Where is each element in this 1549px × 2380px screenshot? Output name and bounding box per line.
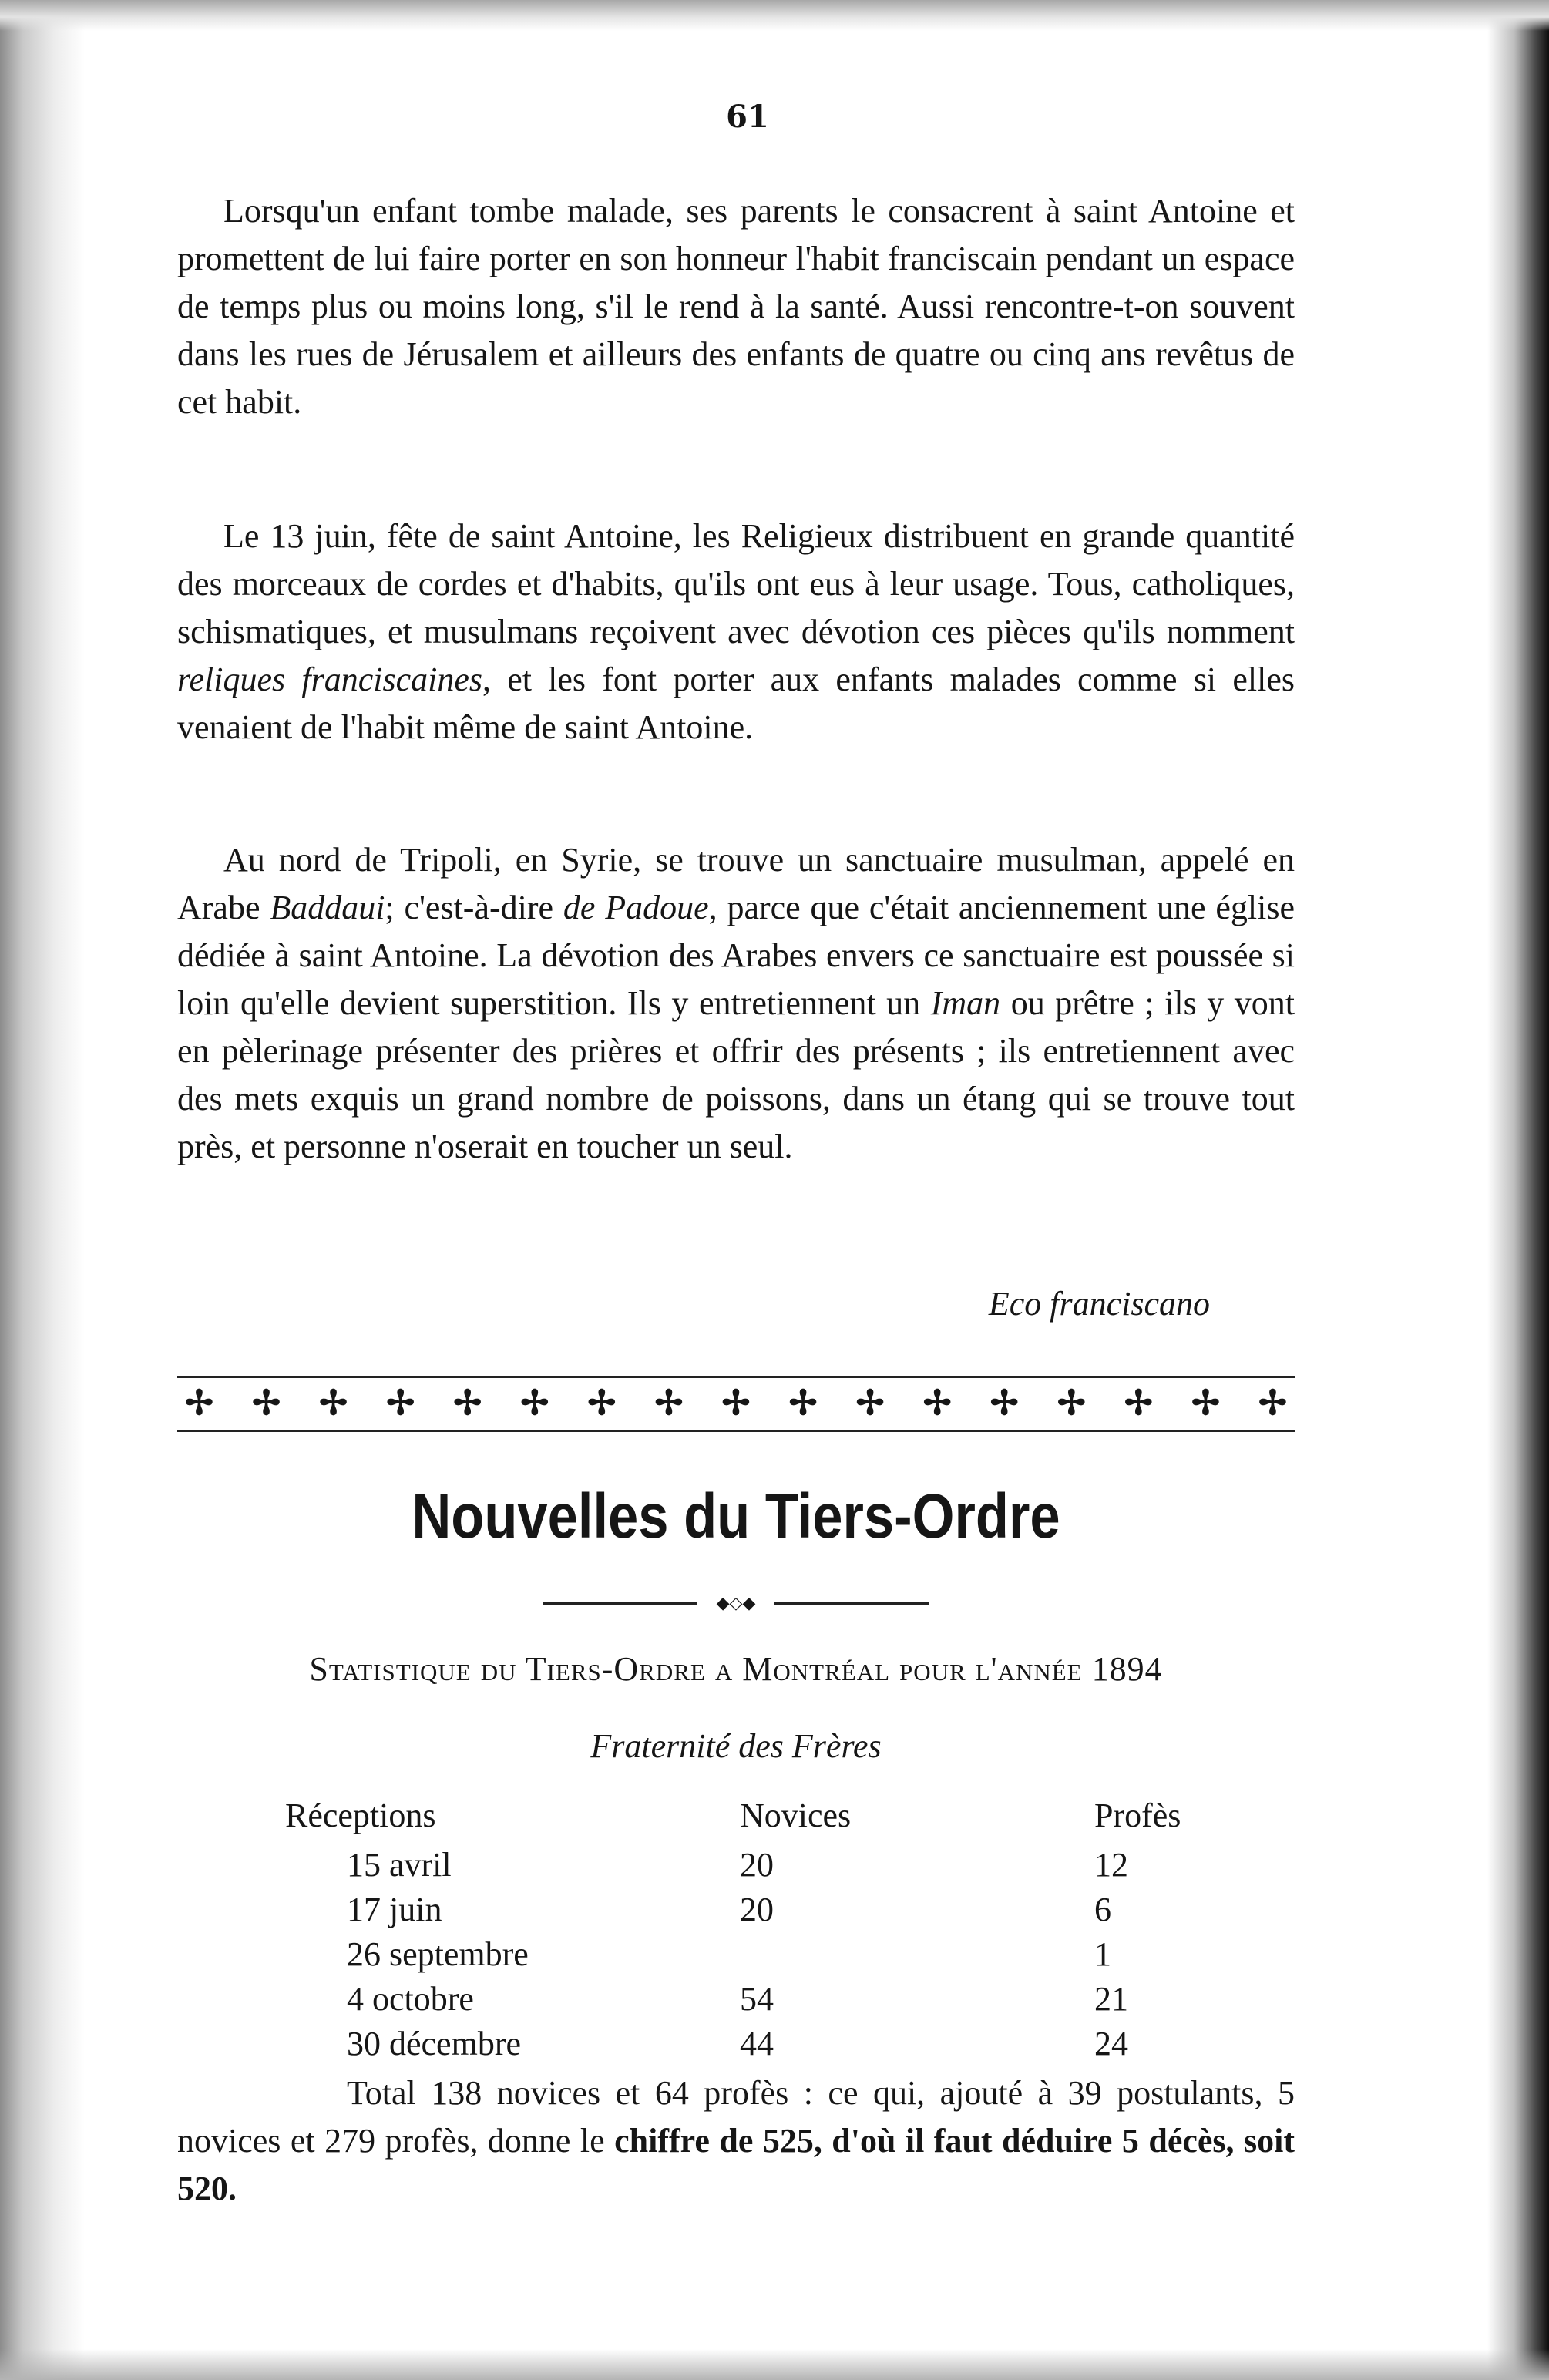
paragraph-text: ; c'est-à-dire: [385, 889, 563, 926]
cell-profes: 24: [1094, 2024, 1128, 2062]
cross-ornament-icon: ✢: [654, 1383, 684, 1423]
cell-novices: 44: [740, 2024, 774, 2062]
cell-date: 30 décembre: [347, 2024, 521, 2062]
fraternity-subheading: Fraternité des Frères: [590, 1727, 882, 1765]
page-scan-bottom-edge: [0, 2349, 1549, 2380]
italic-word: Baddaui: [270, 889, 385, 926]
divider-line-bottom: [177, 1430, 1295, 1432]
cell-date: 15 avril: [347, 1845, 452, 1884]
paragraph-tripoli-sanctuary: [177, 836, 1295, 1171]
cell-date: 4 octobre: [347, 1979, 474, 2018]
cross-ornament-icon: ✢: [922, 1383, 952, 1423]
cross-ornament-icon: ✢: [990, 1383, 1019, 1423]
cross-ornament-icon: ✢: [185, 1383, 213, 1423]
cross-ornament-icon: ✢: [855, 1383, 885, 1423]
page-number: 61: [726, 99, 769, 135]
cross-ornament-icon: ✢: [1258, 1383, 1287, 1423]
cross-ornament-icon: ✢: [520, 1383, 549, 1423]
page-scan-top-edge: [0, 0, 1549, 31]
italic-word: Iman: [930, 984, 1001, 1022]
cell-date: 17 juin: [347, 1890, 442, 1928]
paragraph-text: ou prêtre ; ils y vont en pèlerinage présenter des prières et offrir des présents ; ils entretiennent avec des mets exquis un grand nombre de poissons, dans un étang qui se trouve tout près, et personne n'oserait en toucher un seul.: [177, 984, 1295, 1165]
paragraph-text: , et les font porter aux enfants malades comme si elles venaient de l'habit même de saint Antoine.: [177, 661, 1295, 746]
section-title: Nouvelles du Tiers-Ordre: [412, 1481, 1060, 1551]
cell-novices: [717, 1931, 1063, 1976]
total-text: 138 novices et 64 profès : ce qui, ajouté à 39 postulants, 5 novices et 279 profès, donne le: [177, 2074, 1295, 2160]
cell-profes: 6: [1094, 1890, 1111, 1928]
cross-ornament-icon: ✢: [453, 1383, 482, 1423]
title-rule-ornament: ◆◇◆: [697, 1594, 774, 1612]
cross-ornament-icon: ✢: [1191, 1383, 1220, 1423]
cell-profes: 1: [1094, 1935, 1111, 1973]
table-row: [285, 1887, 1295, 1931]
page-scan-right-edge: [1487, 0, 1549, 2380]
cell-profes: 12: [1094, 1845, 1128, 1884]
table-row: [285, 1931, 1295, 1976]
cell-novices: 20: [740, 1845, 774, 1884]
cross-ornament-icon: ✢: [721, 1383, 751, 1423]
cross-ornament-row: [177, 1379, 1295, 1427]
cross-ornament-icon: ✢: [386, 1383, 415, 1423]
cross-ornament-icon: ✢: [319, 1383, 348, 1423]
column-header-novices: Novices: [740, 1796, 852, 1834]
total-label: Total: [347, 2074, 416, 2112]
ornamental-divider: [177, 1368, 1295, 1437]
table-row: [285, 1976, 1295, 2021]
statistics-heading: Statistique du Tiers-Ordre a Montréal pour l'année 1894: [309, 1650, 1163, 1688]
table-row: [285, 1842, 1295, 1887]
cell-novices: 20: [740, 1890, 774, 1928]
cross-ornament-icon: ✢: [587, 1383, 617, 1423]
paragraph-text: Le 13 juin, fête de saint Antoine, les Religieux distribuent en grande quantité des morceaux de cordes et d'habits, qu'ils ont eus à leur usage. Tous, catholiques, schismatiques, et musulmans reçoivent avec dévotion ces pièces qu'ils nomment: [177, 517, 1295, 650]
paragraph-text: , parce que c'était anciennement une église dédiée à saint Antoine. La dévotion des Arabes envers ce sanctuaire est poussée si loin qu'elle devient superstition. Ils y entretiennent un: [177, 889, 1295, 1022]
cell-profes: 21: [1094, 1979, 1128, 2018]
divider-line-top: [177, 1376, 1295, 1378]
table-header-row: [285, 1788, 1295, 1842]
cell-novices: 54: [740, 1979, 774, 2018]
page-scan-left-edge: [0, 0, 85, 2380]
final-total-text: chiffre de 525, d'où il faut déduire 5 décès, soit 520.: [177, 2122, 1295, 2207]
cell-date: 26 septembre: [347, 1935, 529, 1973]
table-row: [285, 2021, 1295, 2066]
column-header-receptions: Réceptions: [285, 1796, 436, 1834]
statistics-table: [285, 1788, 1295, 2066]
cross-ornament-icon: ✢: [1057, 1383, 1086, 1423]
cross-ornament-icon: ✢: [252, 1383, 281, 1423]
paragraph-text: Au nord de Tripoli, en Syrie, se trouve un sanctuaire musulman, appelé en Arabe: [177, 841, 1295, 926]
paragraph-child-illness: Lorsqu'un enfant tombe malade, ses parents le consacrent à saint Antoine et promettent de lui faire porter en son honneur l'habit franciscain pendant un espace de temps plus ou moins long, s'il le rend à la santé. Aussi rencontre-t-on souvent dans les rues de Jérusalem et ailleurs des enfants de quatre ou cinq ans revêtus de cet habit.: [177, 192, 1295, 421]
cross-ornament-icon: ✢: [1124, 1383, 1153, 1423]
cross-ornament-icon: ✢: [788, 1383, 818, 1423]
title-rule: [543, 1594, 929, 1612]
column-header-profes: Profès: [1094, 1796, 1181, 1834]
italic-word: de Padoue: [563, 889, 709, 926]
italic-phrase: reliques franciscaines: [177, 661, 482, 698]
source-signature: Eco franciscano: [988, 1285, 1210, 1323]
total-paragraph: [177, 2069, 1295, 2213]
paragraph-june-feast: [177, 513, 1295, 751]
